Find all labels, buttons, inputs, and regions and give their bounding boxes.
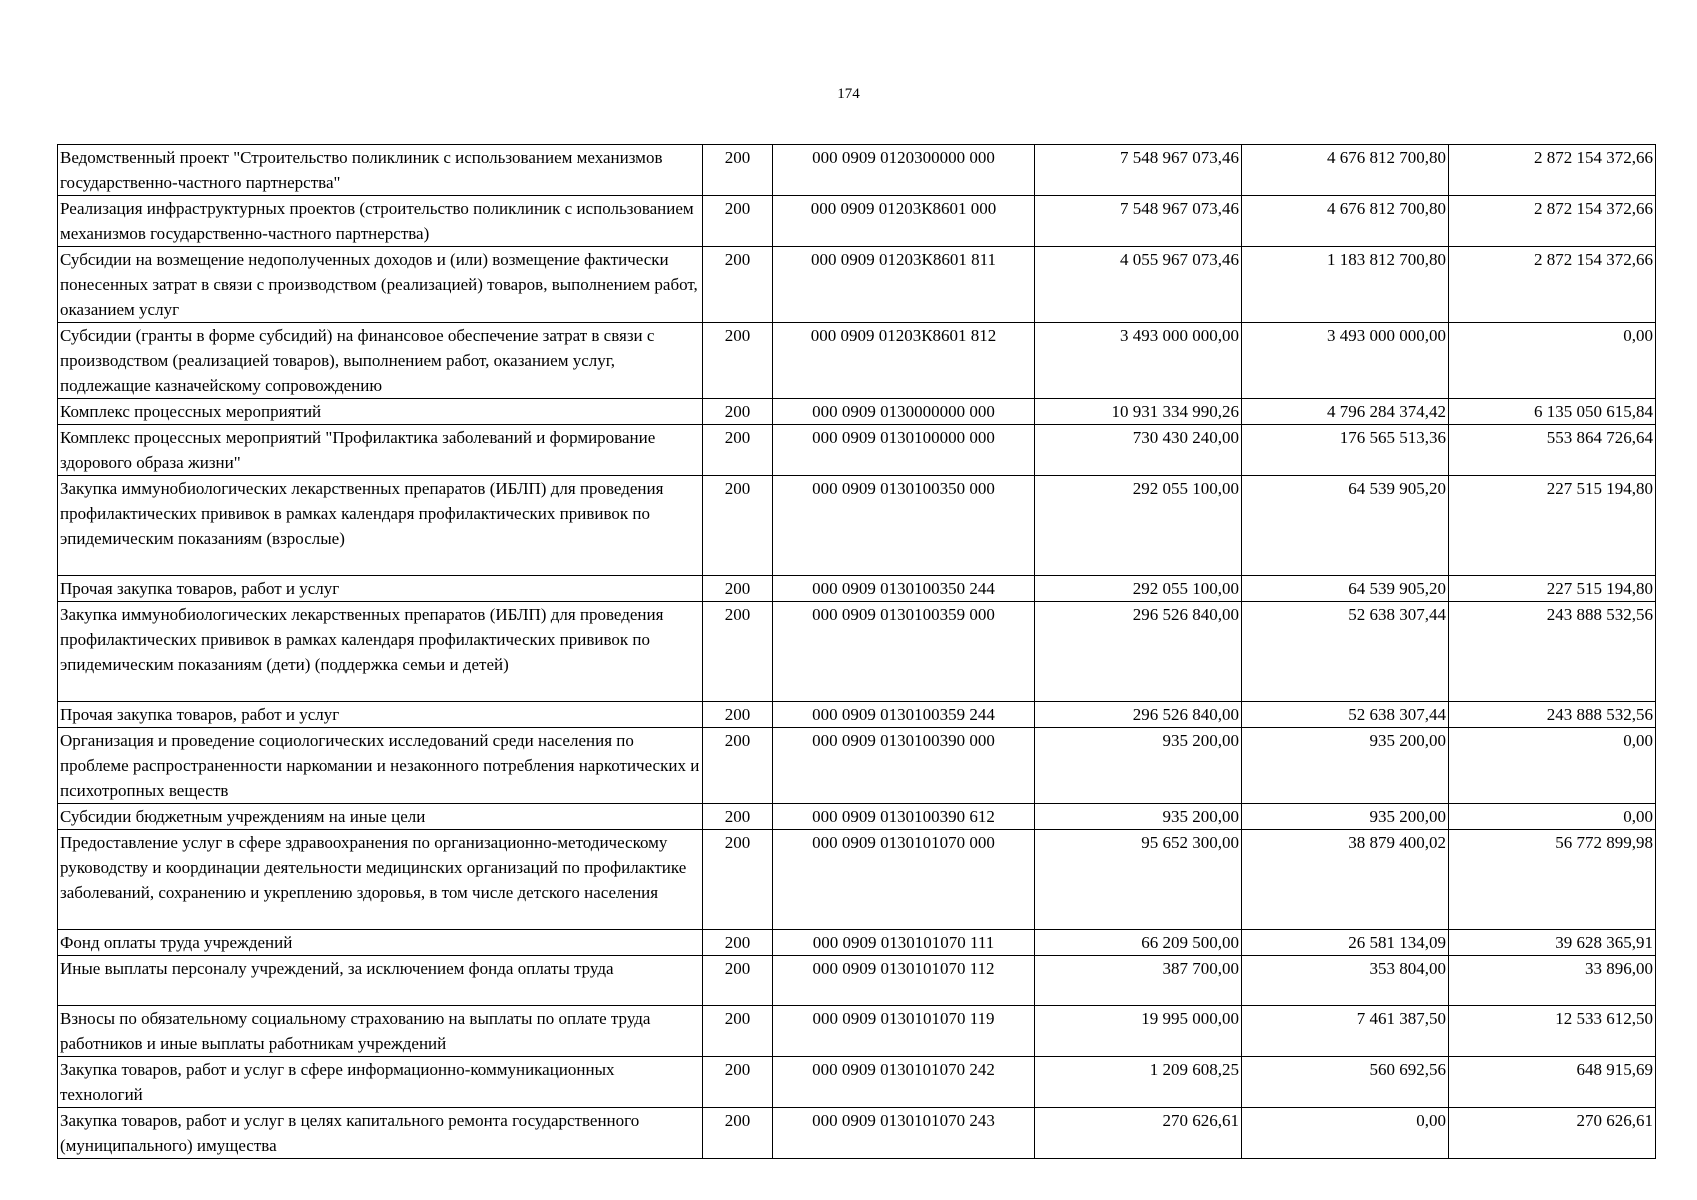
- row-executed-amount: 38 879 400,02: [1242, 830, 1449, 930]
- row-unexecuted-amount: 243 888 532,56: [1449, 602, 1656, 702]
- budget-table-body: [58, 145, 1656, 1159]
- row-approved-amount: 296 526 840,00: [1035, 702, 1242, 728]
- row-unexecuted-amount: 6 135 050 615,84: [1449, 399, 1656, 425]
- row-name: Субсидии (гранты в форме субсидий) на финансовое обеспечение затрат в связи с производством (реализацией товаров), выполнением работ, оказанием услуг, подлежащие казначейскому сопровождению: [58, 323, 703, 399]
- row-approved-amount: 95 652 300,00: [1035, 830, 1242, 930]
- row-classification-code: 000 0909 0130100359 244: [773, 702, 1035, 728]
- row-name: Прочая закупка товаров, работ и услуг: [58, 576, 703, 602]
- row-name: Закупка иммунобиологических лекарственных препаратов (ИБЛП) для проведения профилактических прививок в рамках календаря профилактических прививок по эпидемическим показаниям (дети) (поддержка семьи и детей): [58, 602, 703, 702]
- table-row: [58, 830, 1656, 930]
- row-executed-amount: 4 676 812 700,80: [1242, 196, 1449, 247]
- budget-table: [57, 144, 1656, 1159]
- row-name: Закупка товаров, работ и услуг в сфере информационно-коммуникационных технологий: [58, 1057, 703, 1108]
- row-name: Реализация инфраструктурных проектов (строительство поликлиник с использованием механизмов государственно-частного партнерства): [58, 196, 703, 247]
- row-executed-amount: 4 676 812 700,80: [1242, 145, 1449, 196]
- row-unexecuted-amount: 39 628 365,91: [1449, 930, 1656, 956]
- row-code: 200: [703, 1057, 773, 1108]
- row-executed-amount: 52 638 307,44: [1242, 702, 1449, 728]
- row-unexecuted-amount: 553 864 726,64: [1449, 425, 1656, 476]
- row-code: 200: [703, 702, 773, 728]
- row-code: 200: [703, 1108, 773, 1159]
- row-classification-code: 000 0909 0130101070 243: [773, 1108, 1035, 1159]
- row-unexecuted-amount: 227 515 194,80: [1449, 576, 1656, 602]
- row-approved-amount: 296 526 840,00: [1035, 602, 1242, 702]
- row-approved-amount: 10 931 334 990,26: [1035, 399, 1242, 425]
- row-unexecuted-amount: 2 872 154 372,66: [1449, 247, 1656, 323]
- row-name: Субсидии на возмещение недополученных доходов и (или) возмещение фактически понесенных затрат в связи с производством (реализацией) товаров, выполнением работ, оказанием услуг: [58, 247, 703, 323]
- row-executed-amount: 0,00: [1242, 1108, 1449, 1159]
- row-code: 200: [703, 956, 773, 1006]
- row-executed-amount: 4 796 284 374,42: [1242, 399, 1449, 425]
- row-name: Закупка товаров, работ и услуг в целях капитального ремонта государственного (муниципального) имущества: [58, 1108, 703, 1159]
- row-classification-code: 000 0909 0130100350 244: [773, 576, 1035, 602]
- row-unexecuted-amount: 648 915,69: [1449, 1057, 1656, 1108]
- row-name: Комплекс процессных мероприятий "Профилактика заболеваний и формирование здорового образа жизни": [58, 425, 703, 476]
- row-unexecuted-amount: 33 896,00: [1449, 956, 1656, 1006]
- row-classification-code: 000 0909 0130101070 000: [773, 830, 1035, 930]
- row-classification-code: 000 0909 0130100000 000: [773, 425, 1035, 476]
- table-row: [58, 196, 1656, 247]
- row-unexecuted-amount: 12 533 612,50: [1449, 1006, 1656, 1057]
- row-unexecuted-amount: 2 872 154 372,66: [1449, 196, 1656, 247]
- table-row: [58, 247, 1656, 323]
- table-row: [58, 425, 1656, 476]
- table-row: [58, 1108, 1656, 1159]
- row-executed-amount: 3 493 000 000,00: [1242, 323, 1449, 399]
- row-approved-amount: 19 995 000,00: [1035, 1006, 1242, 1057]
- row-classification-code: 000 0909 01203К8601 812: [773, 323, 1035, 399]
- row-code: 200: [703, 476, 773, 576]
- row-approved-amount: 7 548 967 073,46: [1035, 145, 1242, 196]
- row-name: Иные выплаты персоналу учреждений, за исключением фонда оплаты труда: [58, 956, 703, 1006]
- row-approved-amount: 935 200,00: [1035, 728, 1242, 804]
- row-executed-amount: 353 804,00: [1242, 956, 1449, 1006]
- row-unexecuted-amount: 0,00: [1449, 804, 1656, 830]
- row-unexecuted-amount: 0,00: [1449, 323, 1656, 399]
- row-unexecuted-amount: 0,00: [1449, 728, 1656, 804]
- row-executed-amount: 52 638 307,44: [1242, 602, 1449, 702]
- row-unexecuted-amount: 56 772 899,98: [1449, 830, 1656, 930]
- row-code: 200: [703, 399, 773, 425]
- table-row: [58, 702, 1656, 728]
- row-approved-amount: 66 209 500,00: [1035, 930, 1242, 956]
- row-approved-amount: 292 055 100,00: [1035, 576, 1242, 602]
- row-executed-amount: 7 461 387,50: [1242, 1006, 1449, 1057]
- row-executed-amount: 64 539 905,20: [1242, 476, 1449, 576]
- row-approved-amount: 270 626,61: [1035, 1108, 1242, 1159]
- row-name: Ведомственный проект "Строительство поликлиник с использованием механизмов государственно-частного партнерства": [58, 145, 703, 196]
- row-classification-code: 000 0909 0130100390 612: [773, 804, 1035, 830]
- table-row: [58, 602, 1656, 702]
- row-approved-amount: 730 430 240,00: [1035, 425, 1242, 476]
- row-code: 200: [703, 196, 773, 247]
- row-name: Организация и проведение социологических исследований среди населения по проблеме распространенности наркомании и незаконного потребления наркотических и психотропных веществ: [58, 728, 703, 804]
- table-row: [58, 1057, 1656, 1108]
- row-classification-code: 000 0909 01203К8601 000: [773, 196, 1035, 247]
- page-number: 174: [837, 86, 860, 102]
- row-name: Взносы по обязательному социальному страхованию на выплаты по оплате труда работников и иные выплаты работникам учреждений: [58, 1006, 703, 1057]
- row-approved-amount: 1 209 608,25: [1035, 1057, 1242, 1108]
- row-code: 200: [703, 1006, 773, 1057]
- row-name: Фонд оплаты труда учреждений: [58, 930, 703, 956]
- table-row: [58, 804, 1656, 830]
- row-classification-code: 000 0909 0130101070 119: [773, 1006, 1035, 1057]
- row-name: Прочая закупка товаров, работ и услуг: [58, 702, 703, 728]
- row-classification-code: 000 0909 0130000000 000: [773, 399, 1035, 425]
- row-executed-amount: 935 200,00: [1242, 728, 1449, 804]
- row-classification-code: 000 0909 0130101070 242: [773, 1057, 1035, 1108]
- table-row: [58, 399, 1656, 425]
- row-code: 200: [703, 728, 773, 804]
- table-row: [58, 145, 1656, 196]
- row-code: 200: [703, 145, 773, 196]
- row-code: 200: [703, 247, 773, 323]
- row-code: 200: [703, 576, 773, 602]
- row-code: 200: [703, 602, 773, 702]
- row-classification-code: 000 0909 0130100390 000: [773, 728, 1035, 804]
- row-code: 200: [703, 425, 773, 476]
- row-executed-amount: 1 183 812 700,80: [1242, 247, 1449, 323]
- row-approved-amount: 4 055 967 073,46: [1035, 247, 1242, 323]
- row-approved-amount: 3 493 000 000,00: [1035, 323, 1242, 399]
- table-row: [58, 956, 1656, 1006]
- row-executed-amount: 26 581 134,09: [1242, 930, 1449, 956]
- row-classification-code: 000 0909 0130101070 111: [773, 930, 1035, 956]
- table-row: [58, 728, 1656, 804]
- row-approved-amount: 292 055 100,00: [1035, 476, 1242, 576]
- row-unexecuted-amount: 227 515 194,80: [1449, 476, 1656, 576]
- row-executed-amount: 176 565 513,36: [1242, 425, 1449, 476]
- table-row: [58, 930, 1656, 956]
- row-classification-code: 000 0909 0130101070 112: [773, 956, 1035, 1006]
- row-code: 200: [703, 830, 773, 930]
- row-approved-amount: 7 548 967 073,46: [1035, 196, 1242, 247]
- row-unexecuted-amount: 270 626,61: [1449, 1108, 1656, 1159]
- row-approved-amount: 935 200,00: [1035, 804, 1242, 830]
- row-executed-amount: 64 539 905,20: [1242, 576, 1449, 602]
- row-name: Комплекс процессных мероприятий: [58, 399, 703, 425]
- row-unexecuted-amount: 243 888 532,56: [1449, 702, 1656, 728]
- row-executed-amount: 935 200,00: [1242, 804, 1449, 830]
- row-executed-amount: 560 692,56: [1242, 1057, 1449, 1108]
- row-approved-amount: 387 700,00: [1035, 956, 1242, 1006]
- table-row: [58, 476, 1656, 576]
- row-code: 200: [703, 323, 773, 399]
- row-unexecuted-amount: 2 872 154 372,66: [1449, 145, 1656, 196]
- row-classification-code: 000 0909 01203К8601 811: [773, 247, 1035, 323]
- table-row: [58, 323, 1656, 399]
- row-code: 200: [703, 804, 773, 830]
- table-row: [58, 576, 1656, 602]
- row-classification-code: 000 0909 0130100350 000: [773, 476, 1035, 576]
- row-classification-code: 000 0909 0130100359 000: [773, 602, 1035, 702]
- row-classification-code: 000 0909 0120300000 000: [773, 145, 1035, 196]
- row-name: Закупка иммунобиологических лекарственных препаратов (ИБЛП) для проведения профилактических прививок в рамках календаря профилактических прививок по эпидемическим показаниям (взрослые): [58, 476, 703, 576]
- row-code: 200: [703, 930, 773, 956]
- row-name: Субсидии бюджетным учреждениям на иные цели: [58, 804, 703, 830]
- table-row: [58, 1006, 1656, 1057]
- row-name: Предоставление услуг в сфере здравоохранения по организационно-методическому руководству и координации деятельности медицинских организаций по профилактике заболеваний, сохранению и укреплению здоровья, в том числе детского населения: [58, 830, 703, 930]
